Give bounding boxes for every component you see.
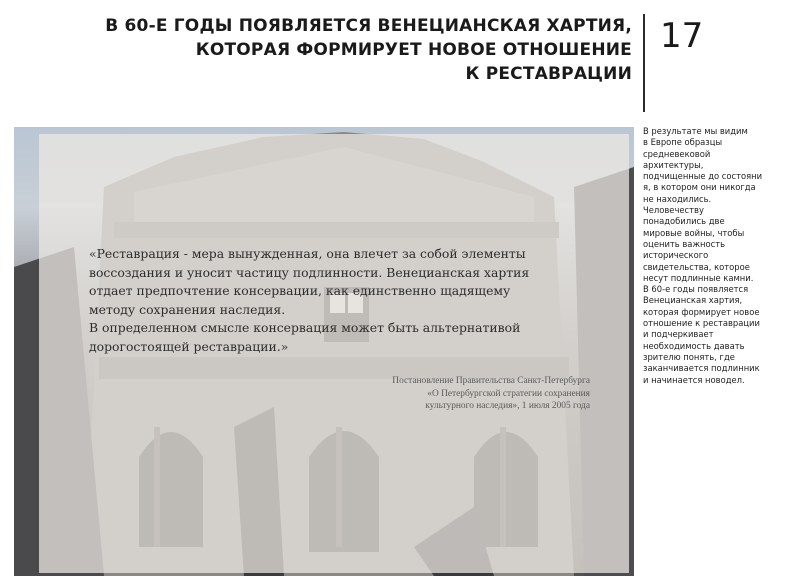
slide-title (40, 14, 632, 86)
slide-title-line: В 60-Е ГОДЫ ПОЯВЛЯЕТСЯ ВЕНЕЦИАНСКАЯ ХАРТИЯ, (105, 16, 632, 36)
quote-text (89, 245, 559, 357)
sidebar-line: исторического (643, 250, 709, 261)
sidebar-line: Венецианская хартия, (643, 295, 743, 306)
quote-source (340, 375, 590, 413)
sidebar-line: понадобились две (643, 216, 725, 227)
quote-line: В определенном смысле консервация может быть альтернативой (89, 320, 521, 336)
sidebar-line: не находились. (643, 193, 712, 204)
source-line: культурного наследия», 1 июля 2005 года (425, 401, 590, 411)
slide-title-line: КОТОРАЯ ФОРМИРУЕТ НОВОЕ ОТНОШЕНИЕ (195, 40, 632, 60)
page-number: 17 (660, 16, 704, 56)
sidebar-line: зрителю понять, где (643, 351, 735, 362)
quote-line: «Реставрация - мера вынужденная, она влечет за собой элементы (89, 246, 526, 261)
sidebar-line: я, в котором они никогда (643, 182, 756, 193)
sidebar-line: архитектуры, (643, 159, 704, 170)
slide-title-line: К РЕСТАВРАЦИИ (465, 64, 632, 84)
sidebar-line: мировые войны, чтобы (643, 227, 745, 238)
sidebar-line: Человечеству (643, 205, 704, 216)
sidebar-line: в Европе образцы (643, 137, 723, 148)
sidebar-line: средневековой (643, 148, 711, 159)
quote-line: отдает предпочтение консервации, как единственно щадящему (89, 283, 511, 299)
sidebar-text (643, 126, 795, 386)
quote-line: дорогостоящей реставрации.» (89, 338, 289, 354)
sidebar-line: В 60-е годы появляется (643, 284, 749, 295)
sidebar-line: и начинается новодел. (643, 374, 745, 385)
title-divider (643, 14, 645, 112)
sidebar-line: оценить важность (643, 238, 726, 249)
sidebar-line: подчищенные до состояни (643, 171, 763, 182)
sidebar-line: которая формирует новое (643, 306, 760, 317)
sidebar-line: В результате мы видим (643, 126, 748, 136)
sidebar-line: необходимость давать (643, 340, 745, 351)
sidebar-line: свидетельства, которое (643, 261, 750, 272)
quote-line: воссоздания и уносит частицу подлинности. Венецианская хартия (89, 264, 530, 280)
sidebar-line: заканчивается подлинник (643, 363, 760, 374)
sidebar-line: несут подлинные камни. (643, 272, 754, 283)
quote-line: методу сохранения наследия. (89, 301, 286, 317)
source-line: Постановление Правительства Санкт-Петербурга (392, 376, 590, 386)
sidebar-line: отношение к реставрации (643, 318, 760, 329)
source-line: «О Петербургской стратегии сохранения (427, 388, 590, 399)
sidebar-line: и подчеркивает (643, 329, 714, 340)
